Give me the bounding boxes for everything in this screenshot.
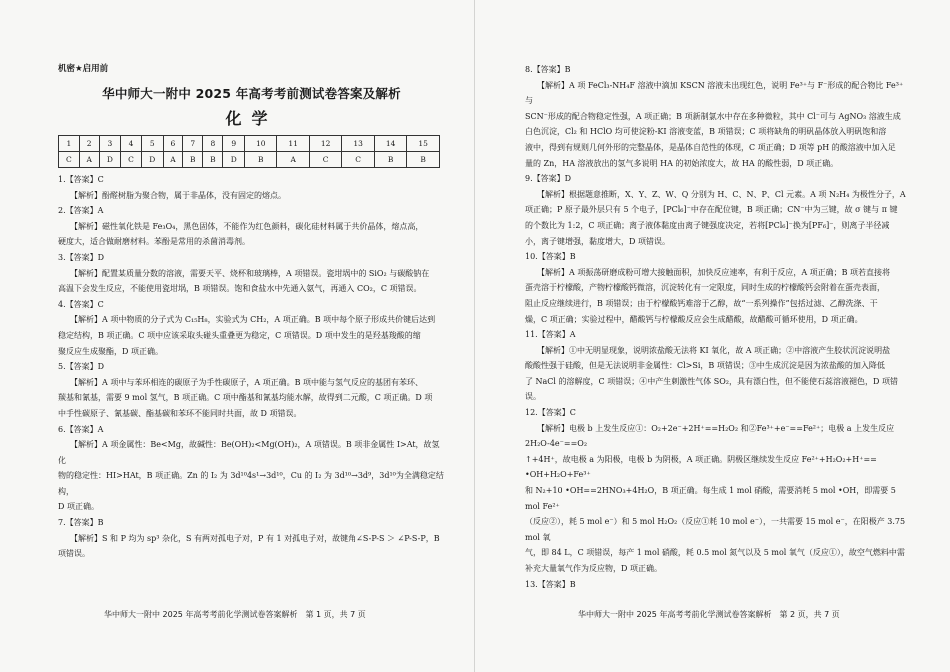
explanation-line: 【解析】A 项振荡研磨成粉可增大接触面积，加快反应速率，有利于反应，A 项正确；B 项若直接将 [537,267,891,277]
explanation-line: 项正确；P 原子最外层只有 5 个电子，[PCl₆]⁻中存在配位键，B 项正确；CN⁻中为三键，故 σ 键与 π 键 [525,205,898,215]
subject-title: 化学 [225,109,278,128]
answer-line: 13.【答案】B [525,579,576,589]
answer-line: 12.【答案】C [525,408,576,418]
explanation-line: 酸酸性强于硅酸，但是无法说明非金属性：Cl>Si，B 项错误；③中生成沉淀是因为浓盐酸的加入降低 [525,361,885,371]
answer-key-answer-row [59,152,440,168]
explanation-line: 【解析】根据题意推断，X、Y、Z、W、Q 分别为 H、C、N、P、Cl 元素。A 项 N₂H₄ 为极性分子，A [537,189,906,199]
explanation-line: 液中，得到有规则几何外形的完整晶体，是晶体自范性的体现，C 项正确；D 项等 pH 的酸溶液中加入足 [525,142,896,152]
explanation-line: ↑+4H⁺，故电极 a 为阳极，电极 b 为阴极，A 项正确。阴极区继续发生反应 Fe²⁺+H₂O₂+H⁺== •OH+H₂O+Fe³⁺ [525,454,877,480]
answer-key-answer: B [374,152,406,168]
answer-key-number: 5 [141,136,163,152]
answer-key-answer: A [163,152,183,168]
explanation-line: 阻止反应继续进行，B 项错误；由于柠檬酸钙难溶于乙醇，故“一系列操作”包括过滤、乙醇洗涤、干 [525,298,878,308]
answer-line: 2.【答案】A [58,206,104,216]
page-footer-right: 华中师大一附中 2025 年高考考前化学测试卷答案解析 第 2 页，共 7 页 [578,610,840,619]
answer-line: 3.【答案】D [58,252,105,262]
explanation-line: 硬度大，适合做耐磨材料。苯酚是常用的杀菌消毒剂。 [58,237,250,247]
explanation-line: 【解析】配置某质量分数的溶液，需要天平、烧杯和玻璃棒，A 项错误。瓷坩埚中的 SiO₂ 与碳酸钠在 [70,268,430,278]
right-page-content [525,62,908,592]
answer-key-answer: B [245,152,277,168]
answer-line: 4.【答案】C [58,299,104,309]
explanation-line: D 项正确。 [58,502,99,512]
answer-line: 8.【答案】B [525,65,571,74]
answer-key-answer: D [141,152,163,168]
explanation-line: 【解析】A 项 FeCl₃-NH₄F 溶液中滴加 KSCN 溶液未出现红色，说明 Fe³⁺与 F⁻形成的配合物比 Fe³⁺与 [525,80,904,106]
explanation-line: 高温下会发生反应，不能使用瓷坩埚，B 项错误。饱和食盐水中先通入氨气，再通入 CO₂，C 项错误。 [58,284,422,294]
answer-line: 10.【答案】B [525,252,576,262]
explanation-line: 燥，C 项正确；实验过程中，醋酸钙与柠檬酸反应会生成醋酸，故醋酸可循环使用，D 项正确。 [525,314,863,324]
explanation-line: 小，离子键增强，黏度增大，D 项错误。 [525,236,670,246]
explanation-line: 和 N₂+10 •OH==2HNO₃+4H₂O，B 项正确。每生成 1 mol 硝酸，需要消耗 5 mol •OH，即需要 5 mol Fe²⁺ [525,486,896,511]
answer-key-number: 3 [99,136,121,152]
answer-key-number: 11 [277,136,309,152]
explanation-line: 【解析】S 和 P 均为 sp³ 杂化，S 有两对孤电子对，P 有 1 对孤电子对，故键角∠S-P-S ＞ ∠P-S-P，B [70,533,440,543]
answer-line: 11.【答案】A [525,330,576,340]
answer-key-number: 9 [223,136,245,152]
answer-key-answer: C [59,152,80,168]
explanation-line: 【解析】电极 b 上发生反应①：O₂+2e⁻+2H⁺==H₂O₂ 和②Fe³⁺+e⁻==Fe²⁺；电极 a 上发生反应 2H₂O-4e⁻==O₂ [525,423,895,449]
left-page-content [58,62,445,562]
explanation-line: 【解析】磁性氧化铁是 Fe₃O₄，黑色固体，不能作为红色颜料，碳化硅材料属于共价晶体，熔点高， [70,221,424,231]
answer-key-answer: C [309,152,341,168]
answer-key-number: 13 [342,136,374,152]
page-footer-left: 华中师大一附中 2025 年高考考前化学测试卷答案解析 第 1 页，共 7 页 [104,610,366,619]
answer-key-answer: C [121,152,142,168]
explanation-line: 【解析】①中无明显现象，说明浓盐酸无法将 KI 氧化，故 A 项正确；②中溶液产生胶状沉淀说明盐 [537,345,891,355]
explanation-line: 的个数比为 1:2，C 项正确；离子液体黏度由离子键强度决定，若将[PCl₆]⁻换为[PF₆]⁻，则离子半径减 [525,220,890,230]
explanation-line: 【解析】A 项中物质的分子式为 C₁₅H₈，实验式为 CH₂，A 项正确。B 项中每个原子形成共价键后达到 [70,315,436,325]
answer-key-answer: D [223,152,245,168]
confidential-mark: 机密★启用前 [58,64,109,74]
explanation-line: 补充大量氧气作为反应物，D 项正确。 [525,564,662,573]
answer-key-answer: A [277,152,309,168]
explanation-line: 量的 Zn，HA 溶液放出的氢气多说明 HA 的初始浓度大，故 HA 的酸性弱，D 项正确。 [525,158,839,168]
explanation-line: （反应②），耗 5 mol e⁻）和 5 mol H₂O₂（反应①耗 10 mol e⁻），一共需要 15 mol e⁻，在阳极产 3.75 mol 氧 [525,517,906,542]
explanation-line: 白色沉淀，Cl₂ 和 HClO 均可使淀粉-KI 溶液变蓝，B 项错误；C 项将缺角的明矾晶体放入明矾饱和溶 [525,127,887,137]
answer-key-answer: B [203,152,223,168]
answer-key-number: 12 [309,136,341,152]
answer-line: 1.【答案】C [58,175,104,184]
answer-key-number: 2 [79,136,99,152]
explanation-line: 稳定结构，B 项正确。C 项中应该采取头碰头重叠更为稳定，C 项错误。D 项中发生的是羟基羧酸的缩 [58,330,421,340]
explanation-line: 【解析】A 项金属性：Be<Mg，故碱性：Be(OH)₂<Mg(OH)₂，A 项错误。B 项非金属性 I>At，故氢化 [58,440,440,465]
right-explanations [525,62,908,592]
explanation-line: 【解析】A 项中与苯环相连的碳原子为手性碳原子，A 项正确。B 项中能与氢气反应的基团有苯环、 [70,377,424,387]
answer-key-number: 14 [374,136,406,152]
answer-key-number: 7 [183,136,203,152]
answer-key-number: 10 [245,136,277,152]
explanation-line: 中手性碳原子、氰基碳、酯基碳和苯环不能同时共面，故 D 项错误。 [58,408,302,418]
answer-key-number: 6 [163,136,183,152]
right-page [475,0,950,672]
answer-key-answer: A [79,152,99,168]
answer-line: 6.【答案】A [58,424,104,434]
left-explanations [58,172,445,562]
document-title: 华中师大一附中 2025 年高考考前测试卷答案及解析 [102,86,401,101]
answer-line: 5.【答案】D [58,362,105,372]
answer-key-number-row [59,136,440,152]
answer-key-number: 8 [203,136,223,152]
answer-key-number: 15 [407,136,440,152]
explanation-line: 羰基和氰基，需要 9 mol 氢气，B 项正确。C 项中酯基和氰基均能水解，故得到二元酸，C 项正确。D 项 [58,393,433,403]
answer-key-table [58,135,440,168]
explanation-line: 误。 [525,392,541,402]
explanation-line: 物的稳定性：HI>HAt，B 项正确。Zn 的 I₂ 为 3d¹⁰4s¹→3d¹⁰，Cu 的 I₂ 为 3d¹⁰→3d⁹，3d¹⁰为全满稳定结构， [58,471,444,496]
answer-key-number: 4 [121,136,142,152]
answer-line: 9.【答案】D [525,174,572,184]
explanation-line: 【解析】酚醛树脂为聚合物，属于非晶体，没有固定的熔点。 [70,190,286,200]
explanation-line: SCN⁻形成的配合物稳定性强，A 项正确；B 项新制氯水中存在多种微粒，其中 Cl⁻可与 AgNO₃ 溶液生成 [525,111,901,121]
answer-key-number: 1 [59,136,80,152]
explanation-line: 了 NaCl 的溶解度，C 项错误；④中产生刺激性气体 SO₂，具有漂白性，但不能使石蕊溶液褪色，D 项错 [525,376,898,386]
answer-key-answer: C [342,152,374,168]
explanation-line: 气，即 84 L，C 项错误，每产 1 mol 硝酸，耗 0.5 mol 氮气以及 5 mol 氧气（反应①），故空气燃料中需 [525,548,905,558]
explanation-line: 蛋壳溶于柠檬酸，产物柠檬酸钙微溶，沉淀转化有一定限度，同时生成的柠檬酸钙会附着在蛋壳表面， [525,283,885,293]
answer-key-answer: B [183,152,203,168]
answer-key-answer: B [407,152,440,168]
explanation-line: 项错误。 [58,549,90,559]
explanation-line: 聚反应生成聚酯，D 项正确。 [58,346,163,356]
answer-line: 7.【答案】B [58,518,104,528]
answer-key-answer: D [99,152,121,168]
